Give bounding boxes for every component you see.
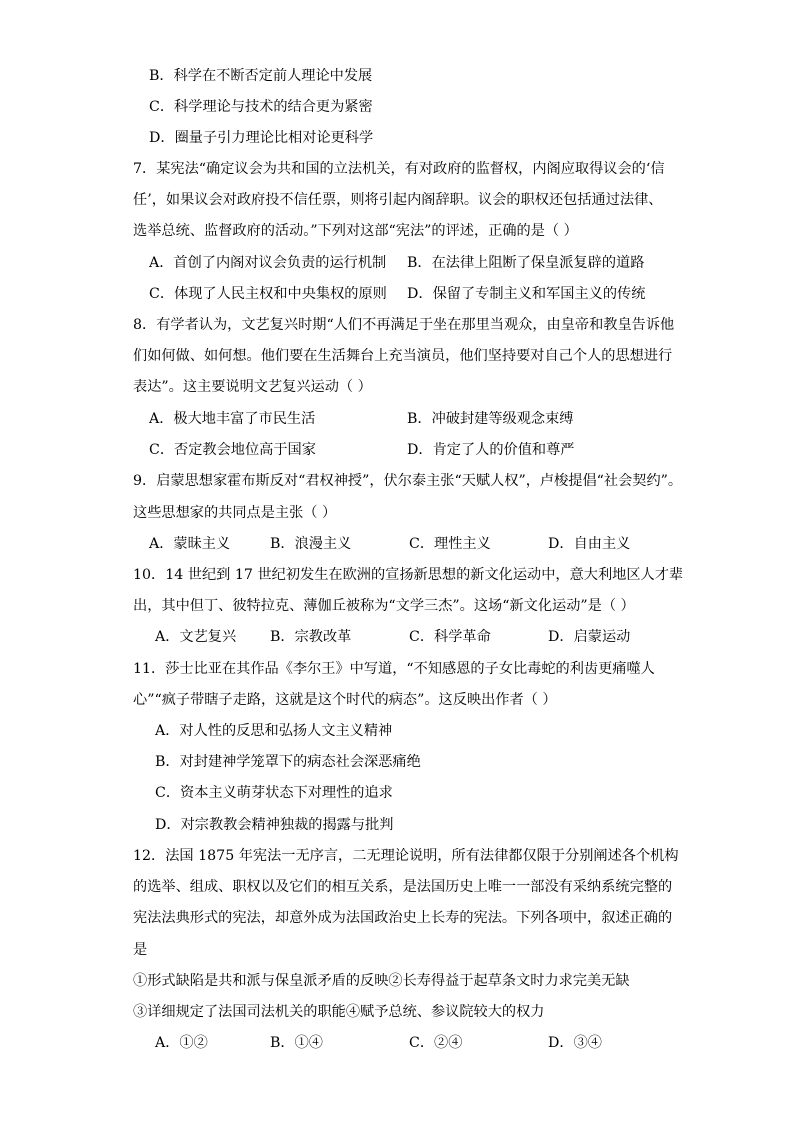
q10-option-d: D．启蒙运动 [548, 629, 631, 645]
q12-stem-line-1: 12．法国 1875 年宪法一无序言，二无理论说明，所有法律都仅限于分别阐述各个机构 [133, 848, 679, 864]
q8-stem-line-1: 8．有学者认为，文艺复兴时期“人们不再满足于坐在那里当观众，由皇帝和教皇告诉他 [133, 317, 675, 333]
q7-option-b: B．在法律上阻断了保皇派复辟的道路 [407, 255, 645, 271]
q9-stem-line-1: 9．启蒙思想家霍布斯反对“君权神授”，伏尔泰主张“天赋人权”，卢梭提倡“社会契约”。 [133, 473, 683, 489]
q7-stem-line-2: 任’，如果议会对政府投不信任票，则将引起内阁辞职。议会的职权还包括通过法律、 [133, 192, 663, 208]
q12-stem-line-2: 的选举、组成、职权以及它们的相互关系，是法国历史上唯一一部没有采纳系统完整的 [133, 879, 673, 895]
q7-option-c: C．体现了人民主权和中央集权的原则 [149, 286, 387, 302]
q9-stem-line-2: 这些思想家的共同点是主张（ ） [133, 505, 337, 521]
q8-stem-line-2: 们如何做、如何想。他们要在生活舞台上充当演员，他们坚持要对自己个人的思想进行 [133, 348, 673, 364]
q7-option-d: D．保留了专制主义和军国主义的传统 [407, 286, 646, 302]
q7-stem-line-1: 7．某宪法“确定议会为共和国的立法机关，有对政府的监督权，内阁应取得议会的‘信 [133, 161, 665, 177]
q9-option-b: B．浪漫主义 [270, 536, 352, 552]
q9-option-c: C．理性主义 [409, 536, 491, 552]
q12-option-b: B．①④ [270, 1035, 323, 1051]
q11-option-a: A．对人性的反思和弘扬人文主义精神 [155, 723, 393, 739]
q11-stem-line-2: 心”“疯子带瞎子走路，这就是这个时代的病态”。这反映出作者（ ） [133, 692, 557, 708]
q6-option-c: C．科学理论与技术的结合更为紧密 [149, 99, 373, 115]
q7-stem-line-3: 选举总统、监督政府的活动。”下列对这部“宪法”的评述，正确的是（ ） [133, 223, 578, 239]
q11-stem-line-1: 11．莎士比亚在其作品《李尔王》中写道，“不知感恩的子女比毒蛇的利齿更痛噬人 [133, 661, 655, 677]
q8-option-a: A．极大地丰富了市民生活 [149, 411, 316, 427]
q12-statement-line-1: ①形式缺陷是共和派与保皇派矛盾的反映②长寿得益于起草条文时力求完美无缺 [133, 973, 630, 989]
q12-stem-line-3: 宪法法典形式的宪法，却意外成为法国政治史上长寿的宪法。下列各项中，叙述正确的 [133, 910, 673, 926]
q8-stem-line-3: 表达”。这主要说明文艺复兴运动（ ） [133, 379, 372, 395]
q10-option-a: A．文艺复兴 [155, 629, 237, 645]
q12-stem-line-4: 是 [133, 942, 148, 958]
q7-option-a: A．首创了内阁对议会负责的运行机制 [149, 255, 387, 271]
q8-option-c: C．否定教会地位高于国家 [149, 442, 316, 458]
q11-option-b: B．对封建神学笼罩下的病态社会深恶痛绝 [155, 754, 421, 770]
q8-option-d: D．肯定了人的价值和尊严 [407, 442, 575, 458]
q10-stem-line-2: 出，其中但丁、彼特拉克、薄伽丘被称为“文学三杰”。这场“新文化运动”是（ ） [133, 598, 635, 614]
q11-option-d: D．对宗教教会精神独裁的揭露与批判 [155, 817, 394, 833]
q12-option-d: D．③④ [548, 1035, 602, 1051]
q9-option-a: A．蒙昧主义 [149, 536, 231, 552]
q9-option-d: D．自由主义 [548, 536, 631, 552]
q11-option-c: C．资本主义萌芽状态下对理性的追求 [155, 785, 393, 801]
q6-option-d: D．圈量子引力理论比相对论更科学 [149, 130, 374, 146]
q12-statement-line-2: ③详细规定了法国司法机关的职能④赋予总统、参议院较大的权力 [133, 1004, 545, 1020]
q10-option-c: C．科学革命 [409, 629, 491, 645]
q6-option-b: B．科学在不断否定前人理论中发展 [149, 68, 373, 84]
q12-option-a: A．①② [155, 1035, 208, 1051]
q10-option-b: B．宗教改革 [270, 629, 352, 645]
q10-stem-line-1: 10．14 世纪到 17 世纪初发生在欧洲的宣扬新思想的新文化运动中，意大利地区人才辈 [133, 567, 684, 583]
q12-option-c: C．②④ [409, 1035, 463, 1051]
q8-option-b: B．冲破封建等级观念束缚 [407, 411, 574, 427]
